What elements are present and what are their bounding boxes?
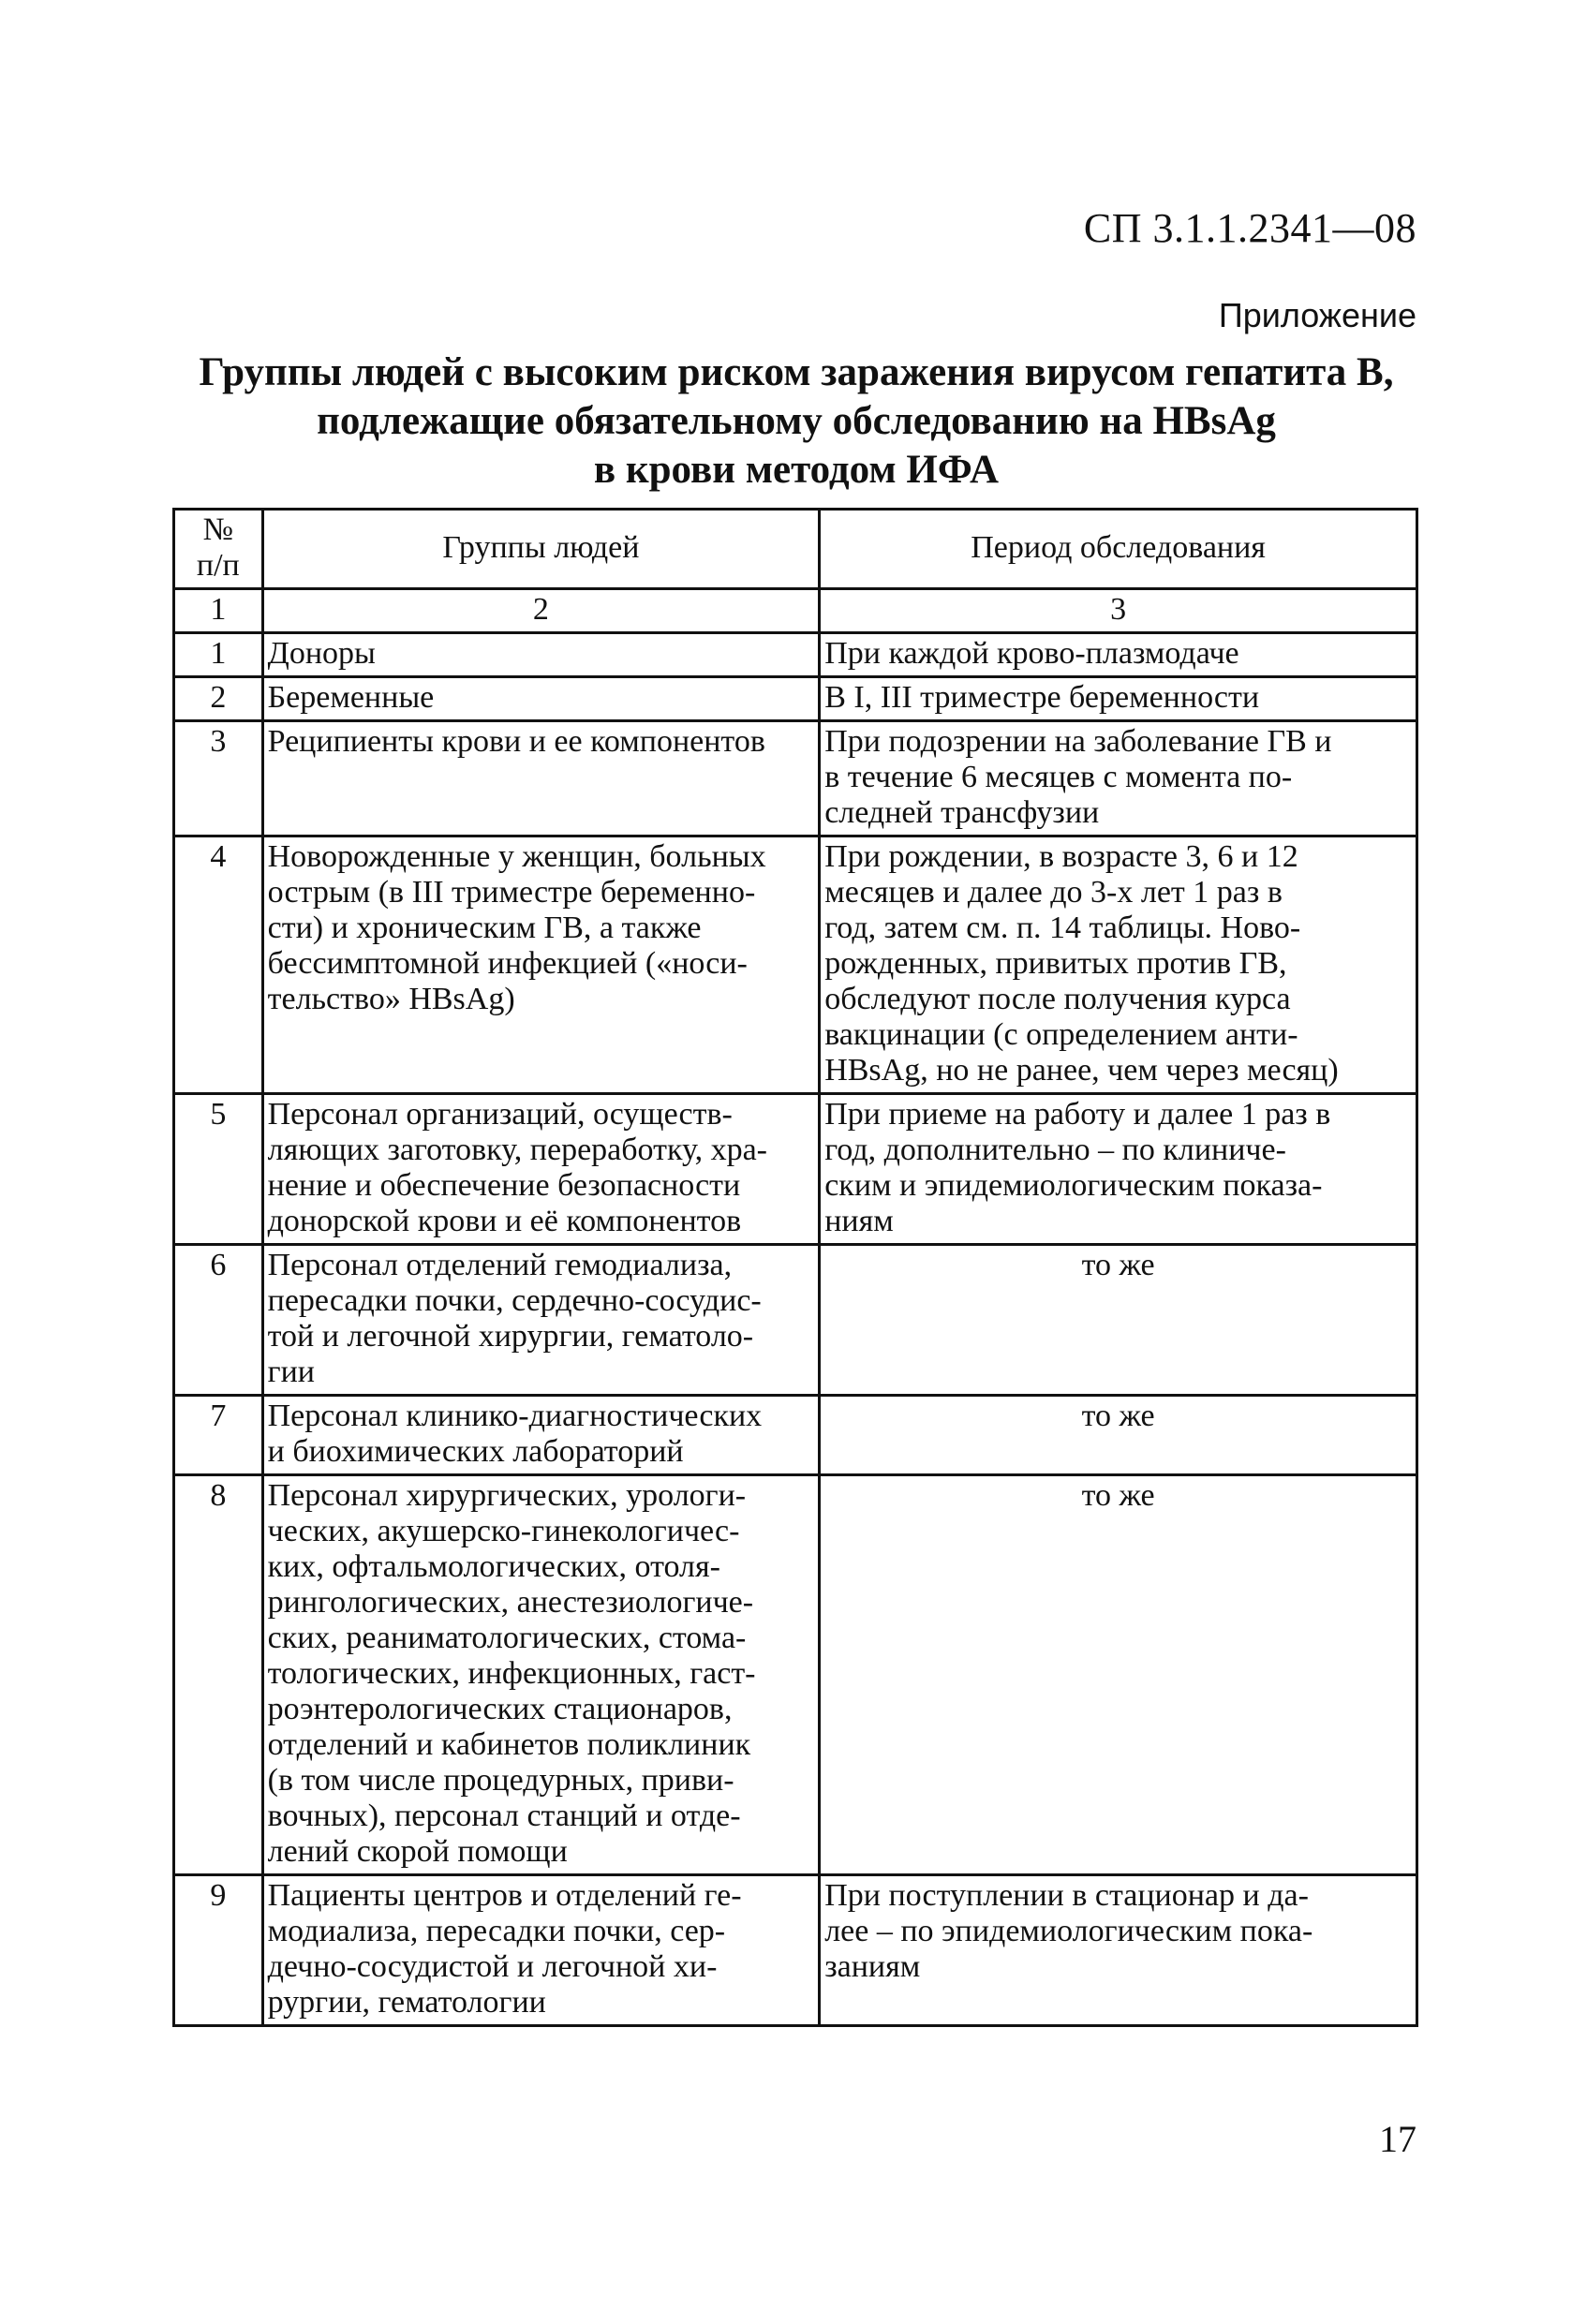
period-cell: то же — [820, 1245, 1417, 1396]
group-cell: Новорожденные у женщин, больных острым (в III триместре беременно- сти) и хроническим ГВ, а также бессимптомной инфекцией («носи- тельство» HBsAg) — [262, 836, 820, 1094]
row-number-cell: 2 — [174, 677, 263, 721]
period-cell: При приеме на работу и далее 1 раз в год, дополнительно – по клиниче- ским и эпидемиологическим показа- ниям — [820, 1094, 1417, 1245]
page-number: 17 — [1379, 2118, 1416, 2160]
table-row — [174, 633, 1417, 677]
row-number-cell: 5 — [174, 1094, 263, 1245]
column-number-row — [174, 589, 1417, 633]
row-number-cell: 6 — [174, 1245, 263, 1396]
table-row — [174, 1475, 1417, 1875]
period-cell: При каждой крово-плазмодаче — [820, 633, 1417, 677]
table-row — [174, 1094, 1417, 1245]
group-cell: Персонал отделений гемодиализа, пересадки почки, сердечно-сосудис- той и легочной хирургии, гематоло- гии — [262, 1245, 820, 1396]
row-number-cell: 4 — [174, 836, 263, 1094]
group-cell: Беременные — [262, 677, 820, 721]
title-line-2: подлежащие обязательному обследованию на HBsAg — [317, 399, 1276, 443]
period-cell: При подозрении на заболевание ГВ и в течение 6 месяцев с момента по- следней трансфузии — [820, 721, 1417, 836]
column-number: 1 — [174, 589, 263, 633]
group-cell: Персонал клинико-диагностических и биохимических лабораторий — [262, 1396, 820, 1475]
group-cell: Пациенты центров и отделений ге- модиализа, пересадки почки, сер- дечно-сосудистой и легочной хи- рургии, гематологии — [262, 1875, 820, 2026]
appendix-label: Приложение — [1218, 296, 1416, 334]
row-number-cell: 1 — [174, 633, 263, 677]
group-cell: Доноры — [262, 633, 820, 677]
period-cell: то же — [820, 1475, 1417, 1875]
row-number-cell: 3 — [174, 721, 263, 836]
column-number: 3 — [820, 589, 1417, 633]
document-code: СП 3.1.1.2341—08 — [1083, 205, 1416, 251]
group-cell: Реципиенты крови и ее компонентов — [262, 721, 820, 836]
table-row — [174, 677, 1417, 721]
column-number: 2 — [262, 589, 820, 633]
period-cell: В I, III триместре беременности — [820, 677, 1417, 721]
table-row — [174, 721, 1417, 836]
row-number-cell: 7 — [174, 1396, 263, 1475]
table-row — [174, 1245, 1417, 1396]
table-row — [174, 836, 1417, 1094]
table-row — [174, 1875, 1417, 2026]
table-header-row — [174, 510, 1417, 589]
group-cell: Персонал организаций, осуществ- ляющих заготовку, переработку, хра- нение и обеспечение безопасности донорской крови и её компонентов — [262, 1094, 820, 1245]
risk-groups-table — [172, 508, 1418, 2027]
row-number-cell: 9 — [174, 1875, 263, 2026]
header-num: № п/п — [174, 510, 263, 589]
period-cell: При поступлении в стационар и да- лее – по эпидемиологическим пока- заниям — [820, 1875, 1417, 2026]
period-cell: то же — [820, 1396, 1417, 1475]
table-body — [174, 633, 1417, 2026]
table-row — [174, 1396, 1417, 1475]
title-line-3: в крови методом ИФА — [593, 448, 1000, 492]
header-group: Группы людей — [262, 510, 820, 589]
period-cell: При рождении, в возрасте 3, 6 и 12 месяцев и далее до 3-х лет 1 раз в год, затем см. п. 14 таблицы. Ново- рожденных, привитых против ГВ, обследуют после получения курса вакцинации (с определением анти- HBsAg, но не ранее, чем через месяц) — [820, 836, 1417, 1094]
document-title — [169, 348, 1424, 495]
header-period: Период обследования — [820, 510, 1417, 589]
group-cell: Персонал хирургических, урологи- ческих, акушерско-гинекологичес- ких, офтальмологических, отоля- рингологических, анестезиологиче- ских, реаниматологических, стома- тологических, инфекционных, гаст- роэнтерологических стационаров, отделений и кабинетов поликлиник (в том числе процедурных, приви- вочных), персонал станций и отде- лений скорой помощи — [262, 1475, 820, 1875]
title-line-1: Группы людей с высоким риском заражения вирусом гепатита В, — [199, 350, 1394, 394]
row-number-cell: 8 — [174, 1475, 263, 1875]
